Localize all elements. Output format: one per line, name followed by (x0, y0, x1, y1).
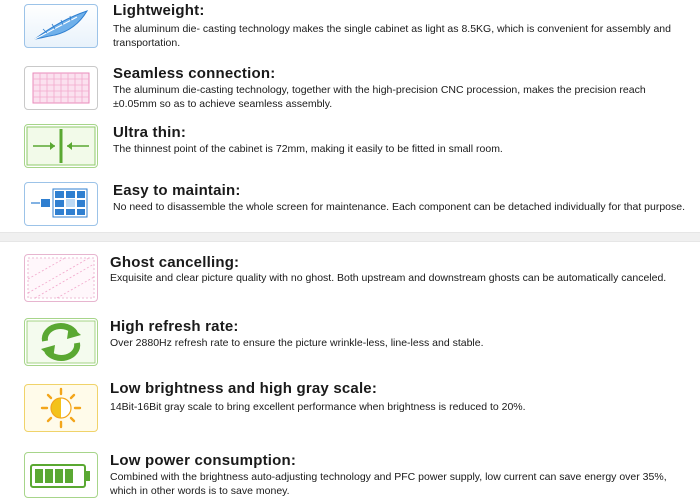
feature-title: Low brightness and high gray scale: (110, 380, 378, 397)
feature-title: Low power consumption: (110, 452, 297, 469)
section-divider (0, 232, 700, 242)
feature-description: The thinnest point of the cabinet is 72mm, making it easily to be fitted in small room. (113, 143, 503, 155)
feature-title: Ghost cancelling: (110, 254, 240, 271)
feather-icon (24, 4, 98, 48)
refresh-arrows-icon (24, 318, 98, 366)
feature-title: High refresh rate: (110, 318, 239, 335)
feature-title: Lightweight: (113, 2, 205, 19)
feature-description: Exquisite and clear picture quality with no ghost. Both upstream and downstream ghosts can be automatically canceled. (110, 272, 667, 284)
battery-icon (24, 452, 98, 498)
grid-pattern-icon (24, 66, 98, 110)
feature-description: 14Bit-16Bit gray scale to bring excellent performance when brightness is reduced to 20%. (110, 401, 526, 413)
feature-title: Ultra thin: (113, 124, 187, 141)
sun-brightness-icon (24, 384, 98, 432)
thin-cabinet-icon (24, 124, 98, 168)
feature-description: The aluminum die-casting technology, together with the high-precision CNC procession, makes the precision reach ±0.05mm so as to achieve seamless assembly. (113, 84, 646, 110)
ghost-lines-icon (24, 254, 98, 302)
feature-description: Over 2880Hz refresh rate to ensure the picture wrinkle-less, line-less and stable. (110, 337, 484, 349)
feature-description: The aluminum die- casting technology makes the single cabinet as light as 8.5KG, which is convenient for assembly and transportation. (113, 23, 671, 49)
feature-description: Combined with the brightness auto-adjusting technology and PFC power supply, low current can save energy over 35%, which in other words is to save money. (110, 471, 667, 497)
feature-title: Easy to maintain: (113, 182, 241, 199)
module-blocks-icon (24, 182, 98, 226)
feature-description: No need to disassemble the whole screen for maintenance. Each component can be detached individually for that purpose. (113, 201, 686, 213)
feature-title: Seamless connection: (113, 65, 276, 82)
